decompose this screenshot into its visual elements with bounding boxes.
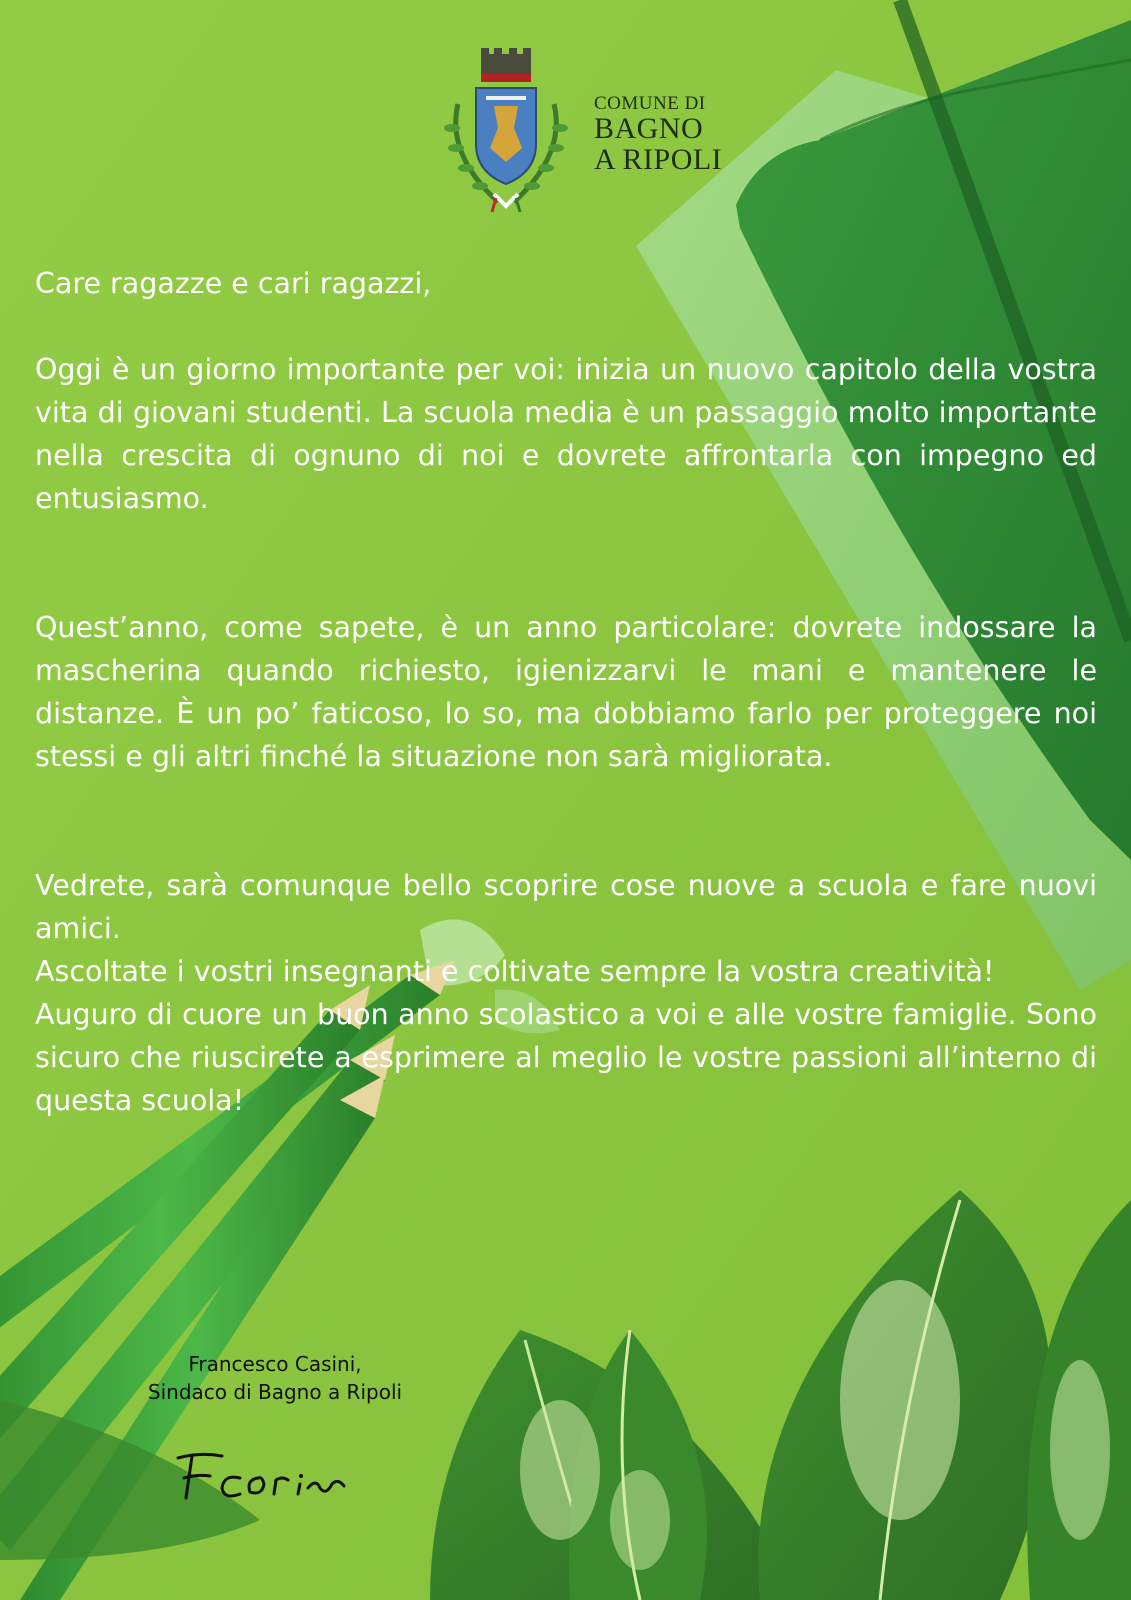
signature-block: [90, 1350, 460, 1406]
paragraph-covid: Quest’anno, come sapete, è un anno particolare: dovrete indossare la mascherina quando richiesto, igienizzarvi le mani e mantenere le distanze. È un po’ faticoso, lo so, ma dobbiamo farlo per proteggere noi stessi e gli altri finché la situazione non sarà migliorata.: [35, 611, 1097, 773]
paragraph-teachers: Ascoltate i vostri insegnanti e coltivate sempre la vostra creatività!: [35, 955, 995, 988]
paragraph-intro: Oggi è un giorno importante per voi: inizia un nuovo capitolo della vostra vita di giovani studenti. La scuola media è un passaggio molto importante nella crescita di ognuno di noi e dovrete affrontarla con impegno ed entusiasmo.: [35, 353, 1097, 515]
logo-line-bagno: BAGNO: [594, 112, 704, 145]
signer-name: Francesco Casini,: [188, 1352, 362, 1376]
paragraph-wishes: Auguro di cuore un buon anno scolastico a voi e alle vostre famiglie. Sono sicuro che riuscirete a esprimere al meglio le vostre passioni all’interno di questa scuola!: [35, 998, 1097, 1117]
municipality-name: [594, 94, 722, 175]
signer-role: Sindaco di Bagno a Ripoli: [147, 1380, 403, 1404]
logo-line-ripoli: A RIPOLI: [594, 143, 723, 176]
logo-line-comune: COMUNE DI: [594, 93, 706, 114]
letter-body: [35, 262, 1097, 1122]
paragraph-new-things: Vedrete, sarà comunque bello scoprire cose nuove a scuola e fare nuovi amici.: [35, 869, 1097, 945]
salutation: Care ragazze e cari ragazzi,: [35, 267, 432, 300]
municipal-crest-icon: [436, 44, 576, 214]
handwritten-signature: [170, 1448, 360, 1508]
municipality-logo: [436, 44, 746, 214]
